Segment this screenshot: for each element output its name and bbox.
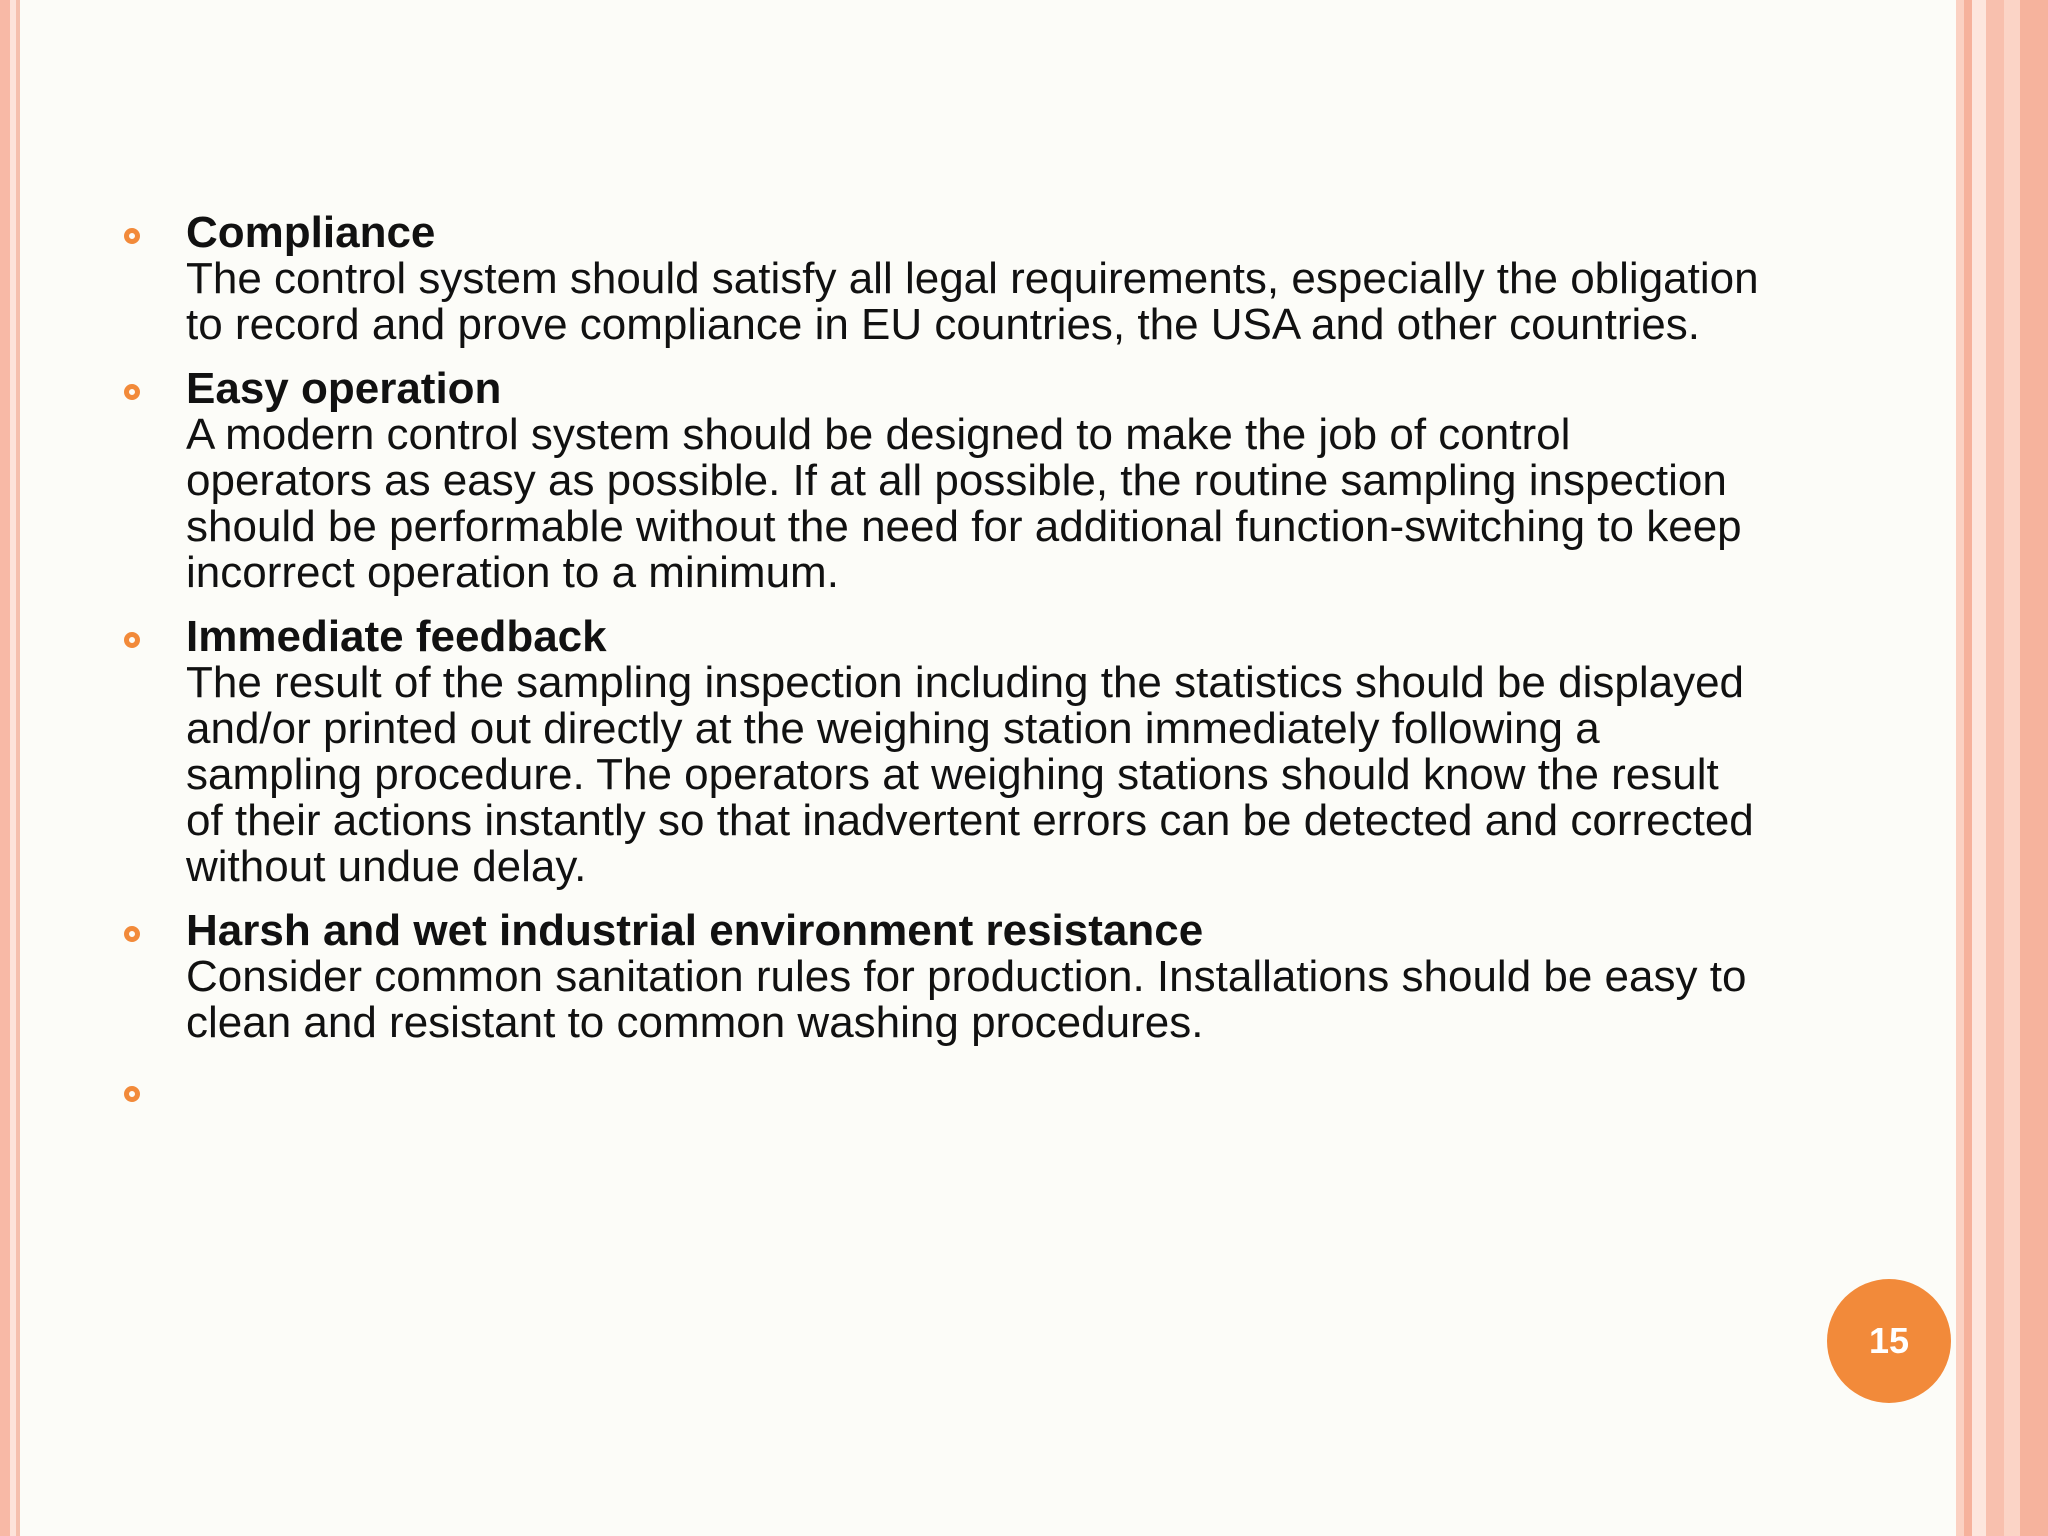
body-line: sampling procedure. The operators at weighing stations should know the result [186,750,1719,799]
left-border-stripe [0,0,10,1536]
circle-bullet-icon [124,1086,140,1102]
bullet-heading: Easy operation [186,364,502,413]
page-number-badge: 15 [1827,1279,1951,1403]
body-line: clean and resistant to common washing procedures. [186,998,1204,1047]
body-line: and/or printed out directly at the weighing station immediately following a [186,704,1600,753]
left-border-stripe [16,0,20,1536]
bullet-heading: Compliance [186,208,436,257]
circle-bullet-icon [124,632,140,648]
slide-content [124,210,1924,1118]
body-line: A modern control system should be designed to make the job of control [186,410,1571,459]
circle-bullet-icon [124,926,140,942]
bullet-heading: Harsh and wet industrial environment resistance [186,906,1204,955]
bullet-body [186,412,1924,596]
right-border-stripe [1956,0,1964,1536]
bullet-item-easy-operation [124,366,1924,596]
bullet-body [186,256,1924,348]
bullet-body [186,660,1924,890]
body-line: to record and prove compliance in EU countries, the USA and other countries. [186,300,1700,349]
bullet-item-environment-resistance [124,908,1924,1046]
right-border-stripe [2004,0,2020,1536]
body-line: The control system should satisfy all legal requirements, especially the obligation [186,254,1759,303]
right-border-stripe [1986,0,2004,1536]
body-line: without undue delay. [186,842,587,891]
right-border-stripe [2020,0,2048,1536]
body-line: of their actions instantly so that inadvertent errors can be detected and corrected [186,796,1754,845]
body-line: operators as easy as possible. If at all possible, the routine sampling inspection [186,456,1727,505]
right-border-stripe [1964,0,1972,1536]
right-border-stripe [1972,0,1986,1536]
circle-bullet-icon [124,228,140,244]
bullet-body [186,954,1924,1046]
body-line: incorrect operation to a minimum. [186,548,839,597]
bullet-item-immediate-feedback [124,614,1924,890]
bullet-item-empty [124,1068,1924,1118]
circle-bullet-icon [124,384,140,400]
body-line: Consider common sanitation rules for production. Installations should be easy to [186,952,1747,1001]
bullet-item-compliance [124,210,1924,348]
body-line: The result of the sampling inspection including the statistics should be displayed [186,658,1745,707]
body-line: should be performable without the need for additional function-switching to keep [186,502,1742,551]
bullet-heading: Immediate feedback [186,612,607,661]
